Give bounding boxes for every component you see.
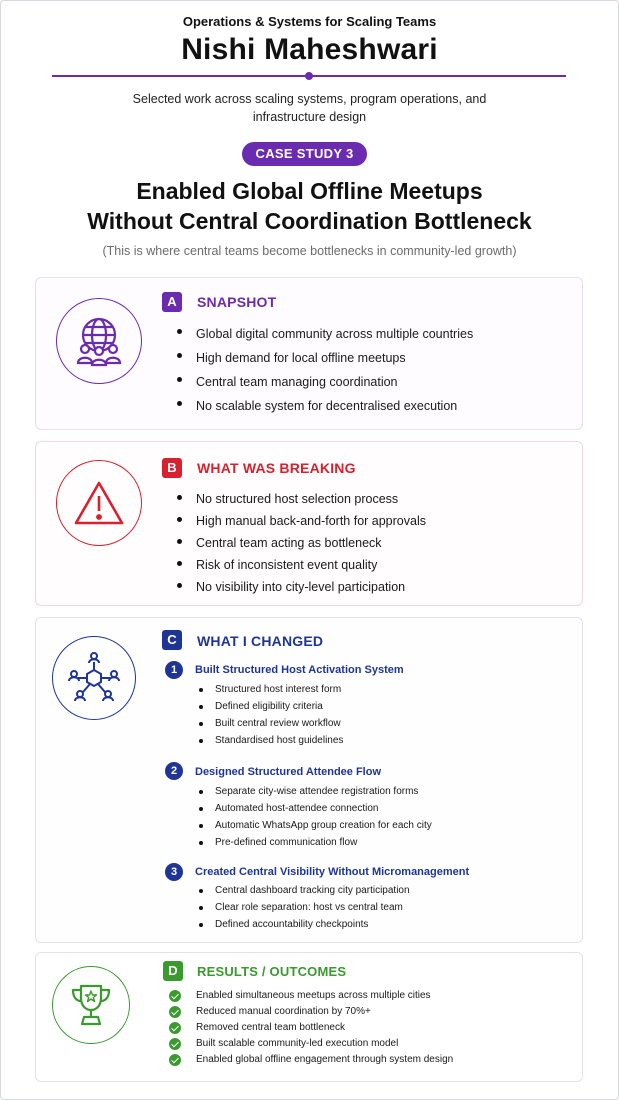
step-1-list: [197, 681, 343, 749]
check-icon: [169, 1022, 181, 1034]
check-icon: [169, 1038, 181, 1050]
section-title-snapshot: SNAPSHOT: [197, 294, 277, 310]
step-title-1: Built Structured Host Activation System: [195, 664, 404, 676]
tagline: Operations & Systems for Scaling Teams: [182, 14, 437, 29]
section-letter-c: C: [162, 630, 182, 650]
list-item: Built central review workflow: [197, 715, 343, 732]
case-study-note: (This is where central teams become bottlenecks in community-led growth): [102, 244, 517, 258]
step-3-list: [197, 882, 410, 933]
step-number-2: 2: [165, 762, 183, 780]
author-name: Nishi Maheshwari: [181, 33, 438, 66]
list-item: [169, 1004, 453, 1020]
list-item: [169, 988, 453, 1004]
list-item: No scalable system for decentralised execution: [174, 394, 473, 418]
step-number-1: 1: [165, 661, 183, 679]
step-title-2: Designed Structured Attendee Flow: [195, 766, 382, 778]
list-item: High demand for local offline meetups: [174, 346, 473, 370]
list-item: [169, 1052, 453, 1068]
list-item: Structured host interest form: [197, 681, 343, 698]
section-title-changed: WHAT I CHANGED: [197, 633, 324, 649]
list-item: Pre-defined communication flow: [197, 834, 432, 851]
list-item: Defined accountability checkpoints: [197, 916, 410, 933]
case-study-title-line2: Without Central Coordination Bottleneck: [87, 208, 532, 234]
step-number-3: 3: [165, 863, 183, 881]
list-item: Central dashboard tracking city participation: [197, 882, 410, 899]
check-icon: [169, 1006, 181, 1018]
section-letter-a: A: [162, 292, 182, 312]
section-changed-card: [35, 617, 583, 943]
list-item: Separate city-wise attendee registration forms: [197, 783, 432, 800]
result-text: Enabled global offline engagement through system design: [196, 1054, 454, 1065]
list-item: Global digital community across multiple countries: [174, 322, 473, 346]
step-2-list: [197, 783, 432, 851]
list-item: [169, 1036, 453, 1052]
network-people-icon: [52, 636, 136, 720]
case-study-title-line1: Enabled Global Offline Meetups: [136, 178, 483, 204]
list-item: No structured host selection process: [174, 488, 426, 510]
section-breaking-card: [35, 441, 583, 606]
case-study-badge: CASE STUDY 3: [242, 142, 367, 166]
section-letter-d: D: [163, 961, 183, 981]
list-item: Standardised host guidelines: [197, 732, 343, 749]
list-item: Clear role separation: host vs central team: [197, 899, 410, 916]
result-text: Reduced manual coordination by 70%+: [196, 1006, 371, 1017]
check-icon: [169, 1054, 181, 1066]
warning-triangle-icon: [56, 460, 142, 546]
list-item: Central team managing coordination: [174, 370, 473, 394]
section-snapshot-card: [35, 277, 583, 430]
globe-people-icon: [56, 298, 142, 384]
list-item: [169, 1020, 453, 1036]
result-text: Removed central team bottleneck: [196, 1022, 345, 1033]
list-item: Defined eligibility criteria: [197, 698, 343, 715]
section-title-breaking: WHAT WAS BREAKING: [197, 460, 356, 476]
section-title-results: RESULTS / OUTCOMES: [197, 964, 347, 979]
list-item: High manual back-and-forth for approvals: [174, 510, 426, 532]
header-subtitle: Selected work across scaling systems, program operations, and infrastructure design: [132, 92, 487, 124]
check-icon: [169, 990, 181, 1002]
step-title-3: Created Central Visibility Without Micromanagement: [195, 866, 470, 878]
case-study-title: [40, 176, 579, 236]
breaking-list: [174, 488, 426, 598]
results-list: [169, 988, 453, 1068]
divider-dot: [305, 72, 313, 80]
snapshot-list: [174, 322, 473, 418]
list-item: Automated host-attendee connection: [197, 800, 432, 817]
section-letter-b: B: [162, 458, 182, 478]
trophy-icon: [52, 966, 130, 1044]
list-item: No visibility into city-level participation: [174, 576, 426, 598]
result-text: Built scalable community-led execution model: [196, 1038, 399, 1049]
list-item: Automatic WhatsApp group creation for each city: [197, 817, 432, 834]
list-item: Risk of inconsistent event quality: [174, 554, 426, 576]
list-item: Central team acting as bottleneck: [174, 532, 426, 554]
section-results-card: [35, 952, 583, 1082]
result-text: Enabled simultaneous meetups across multiple cities: [196, 990, 431, 1001]
